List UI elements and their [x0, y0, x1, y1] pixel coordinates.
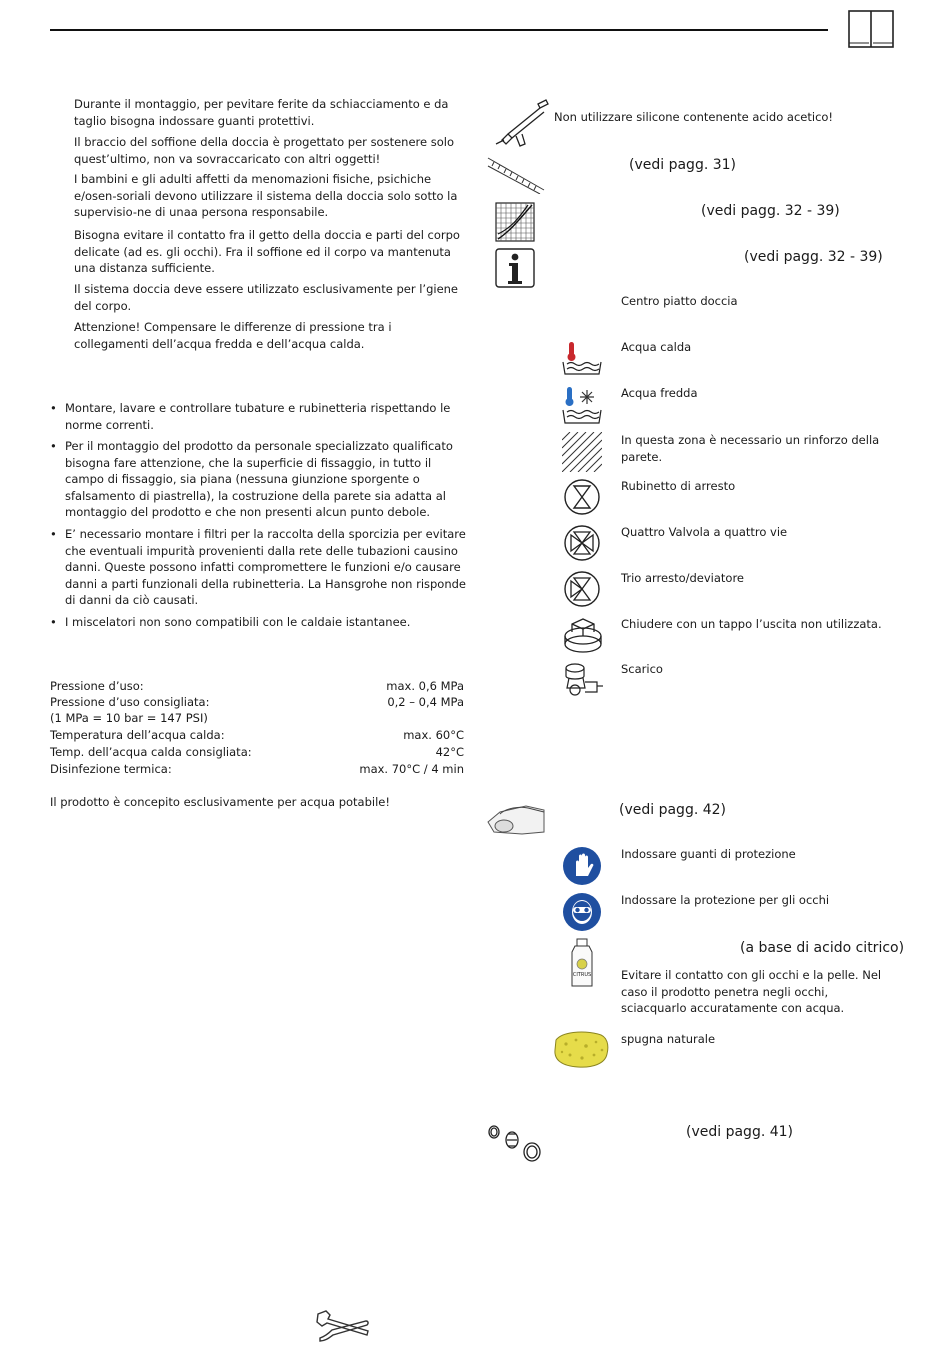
plug-cap-icon — [562, 614, 604, 656]
install-bullet-text: Montare, lavare e controllare tubature e rubinetteria rispettando le norme correnti. — [65, 401, 451, 432]
spec-label: (1 MPa = 10 bar = 147 PSI) — [50, 711, 208, 725]
trio-diverter-text: Trio arresto/deviatore — [621, 571, 745, 585]
shower-center-text: Centro piatto doccia — [621, 294, 738, 308]
cold-water-icon — [561, 384, 603, 426]
four-way-valve-text: Quattro Valvola a quattro vie — [621, 525, 788, 539]
ref-page-41: (vedi pagg. 41) — [686, 1124, 794, 1140]
reinforcement-text: In questa zona è necessario un rinforzo della parete. — [621, 433, 880, 464]
hot-water-icon — [561, 338, 603, 378]
safety-paragraph-children: I bambini e gli adulti affetti da menomazioni fisiche, psichiche e/osen-soriali devono utilizzare il sistema della doccia solo sotto la supervisio-ne di unaa persona responsabile. — [74, 172, 458, 219]
citrus-label: CITRUS — [572, 972, 592, 978]
safety-paragraph-pressure: Attenzione! Compensare le differenze di pressione tra i collegamenti dell’acqua fredda e dell’acqua calda. — [74, 320, 392, 351]
spec-row-hot-water-temp — [50, 727, 464, 744]
spec-row-recommended-pressure — [50, 694, 464, 711]
spec-label: Pressione d’uso: — [50, 679, 144, 693]
safety-paragraph-contact: Bisogna evitare il contatto fra il getto della doccia e parti del corpo delicate (ad es. gli occhi). Fra il soffione ed il corpo va mantenuta una distanza sufficiente. — [74, 228, 460, 275]
sponge-text: spugna naturale — [621, 1032, 716, 1046]
eye-protection-icon — [562, 892, 602, 932]
book-icon — [848, 10, 894, 48]
spec-label: Pressione d’uso consigliata: — [50, 695, 210, 709]
spec-value: max. 0,6 MPa — [386, 679, 464, 693]
cold-water-text: Acqua fredda — [621, 386, 698, 400]
spec-row-disinfection — [50, 761, 464, 778]
install-bullet-2 — [50, 438, 466, 521]
ruler-icon — [486, 156, 546, 194]
citric-acid-label: (a base di acido citrico) — [740, 940, 905, 956]
plug-cap-text: Chiudere con un tappo l’uscita non utilizzata. — [621, 617, 882, 631]
drain-icon — [561, 660, 605, 700]
eye-protection-text: Indossare la protezione per gli occhi — [621, 893, 830, 907]
install-bullet-text: Per il montaggio del prodotto da personale specializzato qualificato bisogna fare attenzione, che la superficie di fissaggio, in tutto il campo di fissaggio, sia piana (nessuna giunzione sporgente o sfalsamento di piastrella), la costruzione della parete sia adatta al montaggio del prodotto e che non presenti alcun punto debole. — [65, 439, 453, 519]
spec-label: Temp. dell’acqua calda consigliata: — [50, 745, 252, 759]
trio-diverter-icon — [563, 570, 601, 608]
ref-page-31: (vedi pagg. 31) — [629, 157, 737, 173]
safety-paragraph-gloves: Durante il montaggio, per pevitare ferite da schiacciamento e da taglio bisogna indossare guanti protettivi. — [74, 97, 449, 128]
ref-page-32-39-b: (vedi pagg. 32 - 39) — [744, 249, 883, 265]
install-bullet-text: I miscelatori non sono compatibili con le caldaie istantanee. — [65, 615, 411, 629]
spec-row-pressure — [50, 678, 464, 695]
drain-text: Scarico — [621, 662, 663, 676]
silicone-warning-text: Non utilizzare silicone contenente acido acetico! — [554, 110, 834, 124]
reinforcement-hatch-icon — [562, 432, 602, 472]
bullet-dot: • — [50, 615, 57, 629]
spec-value: max. 60°C — [403, 728, 464, 742]
citrus-bottle-drawing — [568, 938, 596, 988]
spec-row-conversion — [50, 710, 464, 727]
spec-value: 0,2 – 0,4 MPa — [387, 695, 464, 709]
avoid-contact-text: Evitare il contatto con gli occhi e la pelle. Nel caso il prodotto penetra negli occhi, sciacquarlo accuratamente con acqua. — [621, 968, 882, 1015]
bullet-dot: • — [50, 439, 57, 453]
hot-water-text: Acqua calda — [621, 340, 692, 354]
install-bullet-text: E’ necessario montare i filtri per la raccolta della sporcizia per evitare che eventuali impurità provenienti dalla rete delle tubazioni causino danni. Queste possono infatti compromettere le funzioni e/o causare danni a parti funzionali della rubinetteria. La Hansgrohe non risponde di danni da ciò causati. — [65, 527, 467, 607]
install-bullet-3 — [50, 526, 466, 609]
citrus-bottle-icon — [568, 938, 596, 988]
four-way-valve-icon — [563, 524, 601, 562]
sponge-icon — [552, 1028, 610, 1070]
spec-label: Temperatura dell’acqua calda: — [50, 728, 225, 742]
safety-paragraph-arm: Il braccio del soffione della doccia è progettato per sostenere solo quest’ultimo, non va sovraccaricato con altri oggetti! — [74, 135, 454, 166]
install-bullet-4 — [50, 614, 466, 631]
diagram-grid-icon — [495, 202, 535, 242]
gloves-text: Indossare guanti di protezione — [621, 847, 796, 861]
ref-page-42: (vedi pagg. 42) — [619, 802, 727, 818]
spec-label: Disinfezione termica: — [50, 762, 172, 776]
shutoff-valve-text: Rubinetto di arresto — [621, 479, 736, 493]
silicone-gun-icon — [494, 98, 554, 150]
cleaning-hand-icon — [486, 802, 546, 838]
protective-gloves-icon — [562, 846, 602, 886]
spec-row-recommended-temp — [50, 744, 464, 761]
potable-water-note: Il prodotto è concepito esclusivamente per acqua potabile! — [50, 795, 390, 809]
install-bullet-1 — [50, 400, 466, 433]
tools-icon — [312, 1308, 372, 1344]
bullet-dot: • — [50, 401, 57, 415]
filter-parts-icon — [486, 1122, 546, 1164]
safety-paragraph-hygiene: Il sistema doccia deve essere utilizzato esclusivamente per l’giene del corpo. — [74, 282, 459, 313]
info-icon — [495, 248, 535, 288]
spec-value: 42°C — [435, 745, 464, 759]
shutoff-valve-icon — [563, 478, 601, 516]
header-rule — [50, 29, 828, 31]
ref-page-32-39-a: (vedi pagg. 32 - 39) — [701, 203, 840, 219]
bullet-dot: • — [50, 527, 57, 541]
spec-value: max. 70°C / 4 min — [359, 762, 464, 776]
